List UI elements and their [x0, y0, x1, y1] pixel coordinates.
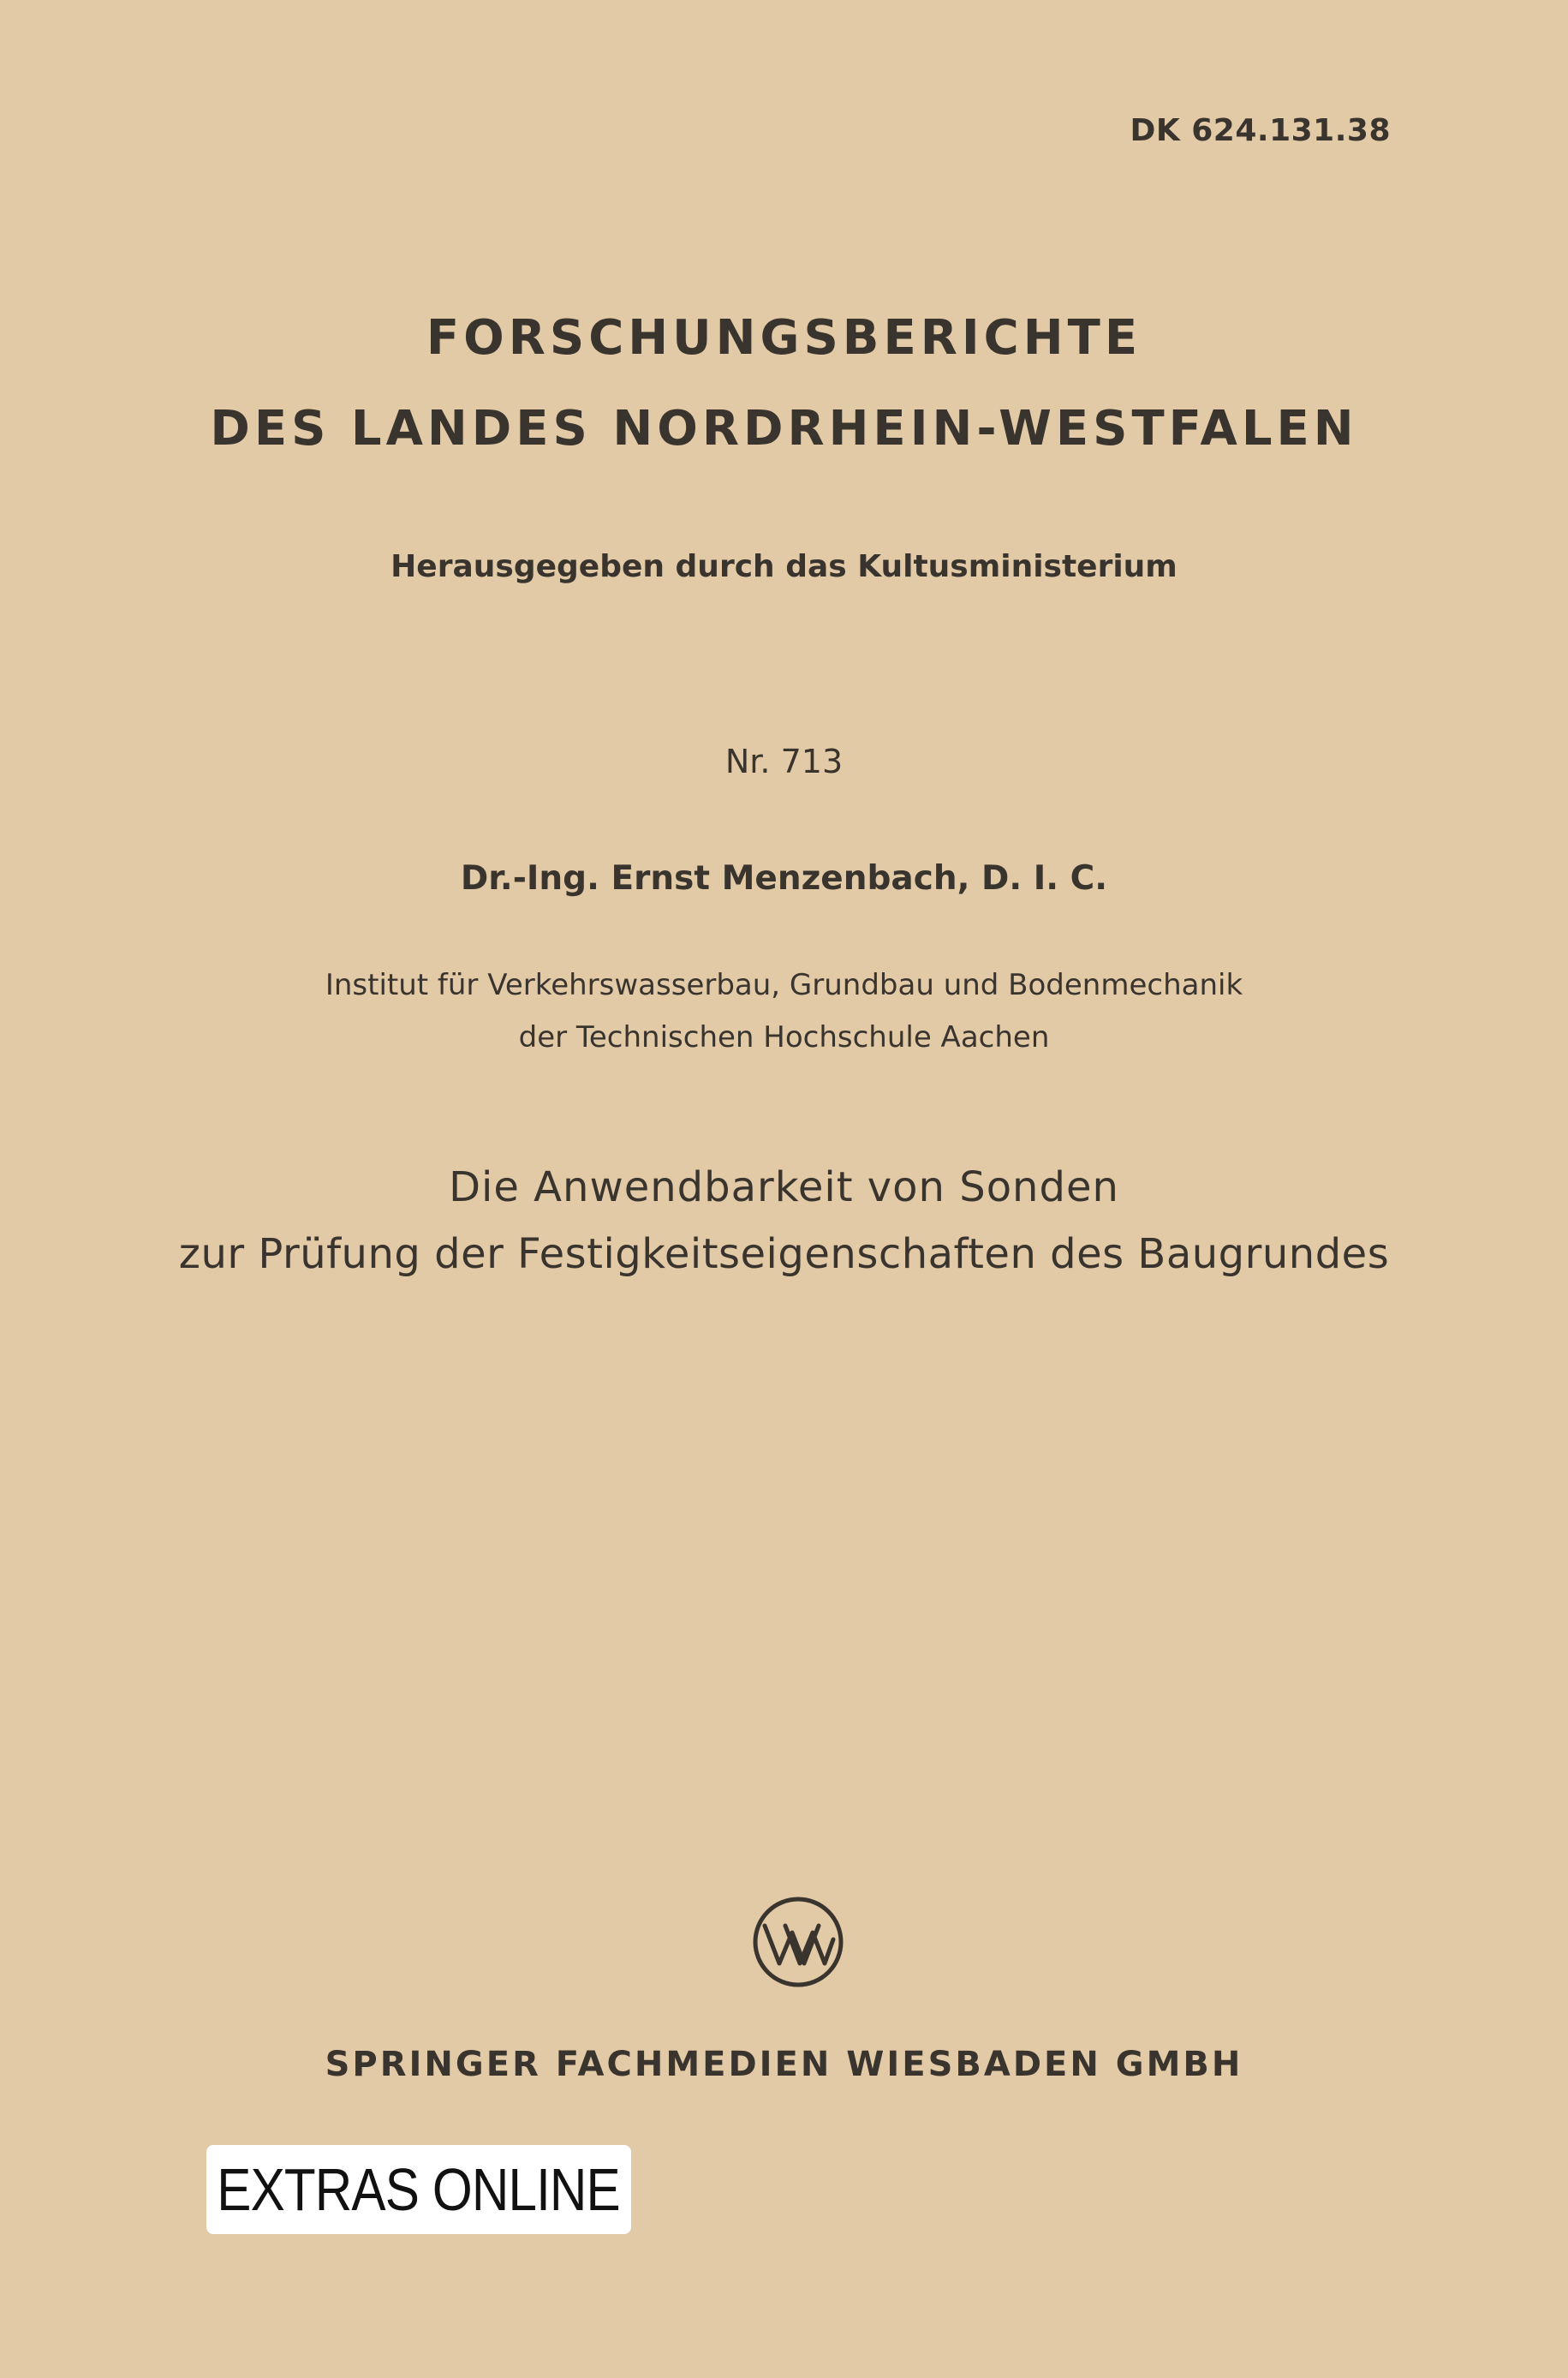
series-title-line-1: FORSCHUNGSBERICHTE	[426, 310, 1142, 366]
extras-online-label: EXTRAS ONLINE	[217, 2156, 621, 2223]
springer-wv-logo-icon	[751, 1895, 845, 1989]
extras-online-badge	[206, 2145, 631, 2234]
editor-note: Herausgegeben durch das Kultusministerium	[391, 549, 1177, 584]
book-title-line-2: zur Prüfung der Festigkeitseigenschaften des Baugrundes	[178, 1230, 1390, 1278]
classification-code: DK 624.131.38	[1130, 113, 1391, 148]
institute-line-1: Institut für Verkehrswasserbau, Grundbau und Bodenmechanik	[325, 968, 1243, 1002]
report-number: Nr. 713	[724, 743, 844, 780]
book-title-line-1: Die Anwendbarkeit von Sonden	[449, 1163, 1119, 1211]
author-name: Dr.-Ing. Ernst Menzenbach, D. I. C.	[460, 859, 1108, 898]
institute-line-2: der Technischen Hochschule Aachen	[518, 1020, 1050, 1055]
publisher-name: SPRINGER FACHMEDIEN WIESBADEN GMBH	[325, 2045, 1243, 2084]
series-title-line-2: DES LANDES NORDRHEIN-WESTFALEN	[210, 401, 1358, 457]
